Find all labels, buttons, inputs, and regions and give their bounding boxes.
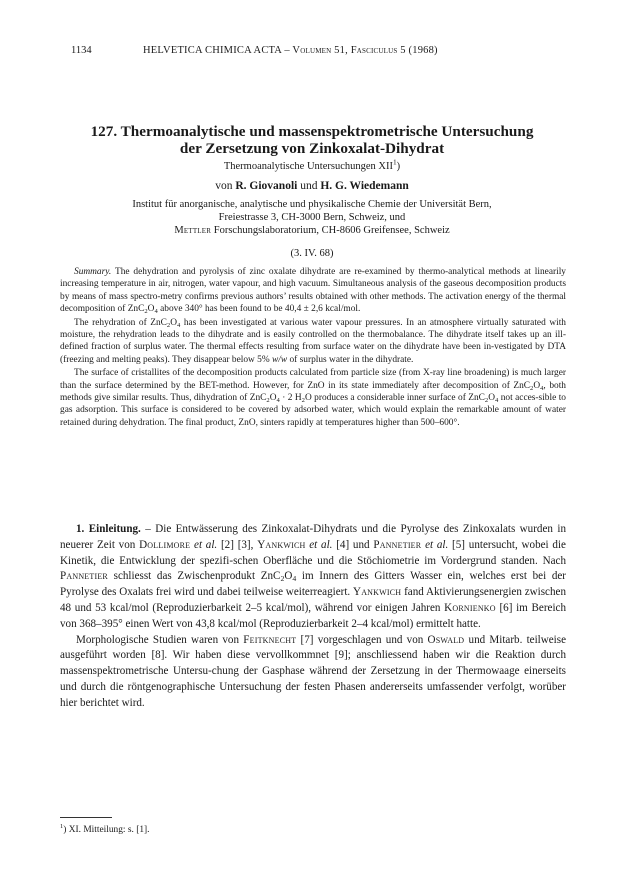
body-text-run: [6] im Bereich von 368–395° einen Wert von 43,8 kcal/mol (Reproduzierbarkeit 2–4 kcal/mol) ermittelt hatte. xyxy=(60,601,566,630)
body-paragraph xyxy=(60,522,566,633)
abstract-text: · 2 H xyxy=(279,393,302,404)
affiliation xyxy=(60,198,564,237)
footnote-text: XI. Mitteilung: s. [1]. xyxy=(66,825,150,835)
cited-author: Dollimore xyxy=(139,538,191,551)
italic-text: et al. xyxy=(194,538,218,551)
cited-author: Kornienko xyxy=(444,601,496,614)
author-1: R. Giovanoli xyxy=(235,180,298,192)
subscript: 4 xyxy=(540,384,544,392)
body-text-run: und Mitarb. teilweise ausgeführt worden [8]. Wir haben diese vervollkommnet [9]; anschliessend haben wir die Reaktion durch massenspektrometrische Untersu-chung der Gasphase während der Zersetzung in der Thermowaage einerseits und durch die röntgenographische Untersuchung der festen Phasen andererseits umfassender verfolgt, worüber hier berichtet wird. xyxy=(60,633,566,709)
abstract-paragraph xyxy=(60,266,566,316)
abstract-text: of surplus water in the dihydrate. xyxy=(287,354,414,365)
body-text xyxy=(60,522,566,712)
author-2: H. G. Wiedemann xyxy=(320,180,409,192)
abstract xyxy=(60,266,566,429)
abstract-text: not acces-sible to gas adsorption. This surface is considered to be covered by adsorbed water, which would explain the remarkable amount of water retained during dehydration. The final product, ZnO, sinters rapidly at temperatures higher than 500–600°. xyxy=(60,393,566,428)
abstract-text: has been investigated at various water vapour pressures. In an atmosphere virtually saturated with moisture, the rehydration leads to the dihydrate and is easily controlled on the thermobalance. The dihydrate itself takes up an ill-defined fraction of surplus water. The thermal effects resulting from surface water on the dihydrate have been in-vestigated by DTA (freezing and melting peaks). They disappear below 5% xyxy=(60,317,566,365)
subscript: 2 xyxy=(484,397,489,405)
abstract-text: O xyxy=(488,393,495,404)
italic-text: et al. xyxy=(425,538,449,551)
body-text-run: fand Aktivierungsenergien zwischen 48 und 53 kcal/mol (Reproduzierbarkeit 2–5 kcal/mol), während vor einigen Jahren xyxy=(60,586,566,614)
italic-text: et al. xyxy=(309,538,333,551)
body-text-run: [5] untersucht, wobei die Kinetik, die Entwicklung der spezifi-schen Oberfläche und die Stöchiometrie im Vordergrund standen. Nach xyxy=(60,538,566,567)
page-number: 1134 xyxy=(71,45,92,56)
subscript: 2 xyxy=(301,397,305,405)
article-subtitle: Thermoanalytische Untersuchungen XII$^1$) xyxy=(223,157,401,172)
cited-author: Oswald xyxy=(427,633,465,646)
authors-line xyxy=(60,179,564,193)
body-text-run: – Die Entwässerung des Zinkoxalat-Dihydrats und die Pyrolyse des Zinkoxalats wurden in neuerer Zeit von xyxy=(60,523,566,551)
abstract-text: The surface of cristallites of the decomposition products calculated from particle size (from X-ray line broadening) is much larger than the surface determined by the BET-method. However, for ZnO in its state immediately after decomposition of ZnC xyxy=(60,368,566,391)
title-line-2: der Zersetzung von Zinkoxalat-Dihydrat xyxy=(179,140,445,157)
affiliation-line-1: Institut für anorganische, analytische und physikalische Chemie der Universität Bern, xyxy=(132,199,492,210)
cited-author: Pannetier xyxy=(60,570,108,583)
cited-author: Feitknecht xyxy=(243,633,297,646)
body-text-run: [7] vorgeschlagen und von xyxy=(296,633,428,646)
subscript: 4 xyxy=(495,397,499,405)
body-text-run: O xyxy=(284,570,293,583)
subtitle-text: Thermoanalytische Untersuchungen XII xyxy=(223,161,393,172)
subscript: 2 xyxy=(530,384,534,392)
footnote-divider xyxy=(60,817,112,818)
body-text-run: im Innern des Gitters Wasser ein, welches erst bei der Pyrolyse des Oxalats frei wird und dabei teilweise weiterreagiert. xyxy=(60,570,567,599)
abstract-text: The rehydration of ZnC xyxy=(74,317,167,328)
abstract-text: O xyxy=(147,304,155,315)
body-text-run: schliesst das Zwischenprodukt ZnC xyxy=(107,570,281,583)
cited-author: Yankwich xyxy=(257,538,306,551)
body-paragraph xyxy=(60,633,566,712)
subscript: 4 xyxy=(292,574,297,584)
affiliation-company: Mettler xyxy=(174,225,212,236)
abstract-text: O xyxy=(533,380,541,391)
subscript: 4 xyxy=(154,308,158,316)
abstract-text: O xyxy=(170,317,177,328)
cited-author: Pannetier xyxy=(373,538,422,551)
abstract-paragraph xyxy=(60,367,566,429)
body-text-run: [2] [3], xyxy=(217,538,258,551)
footnote: $^1$) XI. Mitteilung: s. [1]. xyxy=(60,822,150,835)
title-block xyxy=(60,123,564,260)
article-title xyxy=(60,123,564,157)
cited-author: Yankwich xyxy=(352,586,402,599)
body-text-run: Morphologische Studien waren von xyxy=(76,633,244,646)
received-date: (3. IV. 68) xyxy=(290,248,334,259)
affiliation-line-2: Freiestrasse 3, CH-3000 Bern, Schweiz, und xyxy=(218,212,406,223)
body-text-run: [4] und xyxy=(332,538,374,551)
title-line-1: 127. Thermoanalytische und massenspektrometrische Untersuchung xyxy=(90,123,534,140)
affiliation-line-3: Forschungslaboratorium, CH-8606 Greifensee, Schweiz xyxy=(213,225,450,236)
journal-citation: HELVETICA CHIMICA ACTA – Volumen 51, Fasciculus 5 (1968) xyxy=(143,45,438,56)
subscript: 2 xyxy=(144,308,148,316)
subscript: 4 xyxy=(176,321,181,329)
authors-and: und xyxy=(300,180,318,192)
subscript: 2 xyxy=(266,397,270,405)
abstract-text: , both methods give similar results. Thus, dihydration of ZnC xyxy=(60,380,566,404)
abstract-paragraph xyxy=(60,317,566,367)
italic-text: w/w xyxy=(272,354,288,365)
subscript: 4 xyxy=(276,397,280,405)
abstract-text: O xyxy=(269,393,277,404)
section-heading: 1. Einleitung. xyxy=(76,523,141,535)
abstract-text: The dehydration and pyrolysis of zinc oxalate dihydrate are re-examined by thermo-analytical methods at linearily increasing temperature in air, nitrogen, water vapour, and high vacuum. Simultaneous analysis of the gaseous decomposition products by means of mass spectro-metry confirms previous authors’ results obtained with other methods. The activation energy of the thermal decomposition of ZnC xyxy=(60,267,566,315)
footnote-mark: 1 xyxy=(392,157,397,167)
authors-prefix: von xyxy=(215,180,233,192)
abstract-text: above 340° has been found to be 40,4 ± 2,6 kcal/mol. xyxy=(157,304,361,315)
abstract-text: O produces a considerable inner surface of ZnC xyxy=(304,393,485,404)
subscript: 2 xyxy=(280,574,285,584)
subscript: 2 xyxy=(166,321,171,329)
footnote-number: 1 xyxy=(60,822,64,830)
summary-label: Summary. xyxy=(74,267,112,277)
